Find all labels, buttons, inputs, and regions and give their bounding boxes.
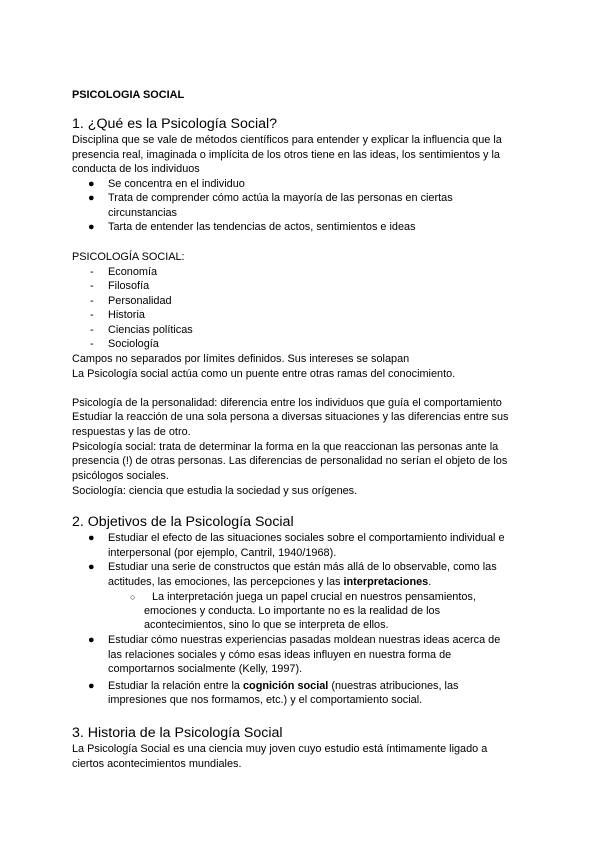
- bullet-item: Estudiar la relación entre la cognición social (nuestras atribuciones, las: [108, 680, 459, 692]
- text-line: Psicología social: trata de determinar la forma en la que reaccionan las personas ante la: [72, 441, 499, 453]
- section-2-heading: 2. Objetivos de la Psicología Social: [72, 514, 294, 530]
- section-1-heading: 1. ¿Qué es la Psicología Social?: [72, 116, 278, 132]
- dash-item: Historia: [108, 309, 145, 321]
- bullet-item-cont: circunstancias: [108, 207, 178, 219]
- section-3-para-line: ciertos acontecimientos mundiales.: [72, 758, 242, 770]
- section-3-heading: 3. Historia de la Psicología Social: [72, 725, 283, 741]
- section-1-para-line: Disciplina que se vale de métodos científicos para entender y explicar la influencia que la: [72, 134, 502, 146]
- bullet-icon: ●: [88, 221, 95, 233]
- section-1-para-line: presencia real, imaginada o implícita de los otros tiene en las ideas, los sentimientos y la: [72, 149, 500, 161]
- bullet-item: Tarta de entender las tendencias de actos, sentimientos e ideas: [108, 221, 416, 233]
- dash-item: Economía: [108, 266, 158, 278]
- text-line: presencia (!) de otras personas. Las diferencias de personalidad no serían el objeto de los: [72, 455, 508, 467]
- bullet-item: Estudiar una serie de constructos que están más allá de lo observable, como las: [108, 561, 497, 573]
- bullet-item: Estudiar cómo nuestras experiencias pasadas moldean nuestras ideas acerca de: [108, 634, 501, 646]
- document-title: PSICOLOGIA SOCIAL: [72, 89, 185, 101]
- bullet-item: Se concentra en el individuo: [108, 178, 245, 190]
- bullet-item-cont: actitudes, las emociones, las percepciones y las interpretaciones.: [108, 576, 432, 588]
- text-line: psicólogos sociales.: [72, 470, 169, 482]
- sub-bullet-item-cont: acontecimientos, sino lo que se interpreta de ellos.: [144, 619, 389, 631]
- dash-icon: -: [90, 338, 94, 350]
- bullet-icon: ●: [88, 680, 95, 692]
- dash-icon: -: [90, 295, 94, 307]
- dash-icon: -: [90, 324, 94, 336]
- dash-icon: -: [90, 280, 94, 292]
- bullet-icon: ●: [88, 178, 95, 190]
- bullet-item-cont: comportarnos socialmente (Kelly, 1997).: [108, 663, 303, 675]
- text-line: Psicología de la personalidad: diferencia entre los individuos que guía el comportamiento: [72, 397, 502, 409]
- circle-bullet-icon: ○: [130, 592, 136, 602]
- text-line: Sociología: ciencia que estudia la sociedad y sus orígenes.: [72, 485, 358, 497]
- text-line: Estudiar la reacción de una sola persona a diversas situaciones y las diferencias entre sus: [72, 411, 509, 423]
- bullet-item: Trata de comprender cómo actúa la mayoría de las personas en ciertas: [108, 192, 453, 204]
- text-line: Campos no separados por límites definidos. Sus intereses se solapan: [72, 353, 410, 365]
- dash-item: Ciencias políticas: [108, 324, 193, 336]
- section-3-para-line: La Psicología Social es una ciencia muy joven cuyo estudio está íntimamente ligado a: [72, 743, 488, 755]
- bullet-item-cont: las relaciones sociales y cómo esas ideas influyen en nuestra forma de: [108, 649, 452, 661]
- bullet-icon: ●: [88, 532, 95, 544]
- dash-icon: -: [90, 309, 94, 321]
- bullet-item-cont: impresiones que nos formamos, etc.) y el comportamiento social.: [108, 694, 423, 706]
- bullet-icon: ●: [88, 192, 95, 204]
- bullet-item-cont: interpersonal (por ejemplo, Cantril, 1940/1968).: [108, 547, 337, 559]
- sub-bullet-item: La interpretación juega un papel crucial en nuestros pensamientos,: [152, 591, 476, 603]
- dash-item: Filosofía: [108, 280, 150, 292]
- list-title: PSICOLOGÍA SOCIAL:: [72, 251, 185, 263]
- dash-icon: -: [90, 266, 94, 278]
- text-line: La Psicología social actúa como un puente entre otras ramas del conocimiento.: [72, 368, 456, 380]
- bullet-item: Estudiar el efecto de las situaciones sociales sobre el comportamiento individual e: [108, 532, 505, 544]
- sub-bullet-item-cont: emociones y conducta. Lo importante no es la realidad de los: [144, 605, 441, 617]
- bullet-icon: ●: [88, 561, 95, 573]
- section-1-para-line: conducta de los individuos: [72, 163, 200, 175]
- text-line: respuestas y las de otro.: [72, 426, 191, 438]
- dash-item: Personalidad: [108, 295, 172, 307]
- bullet-icon: ●: [88, 634, 95, 646]
- dash-item: Sociología: [108, 338, 159, 350]
